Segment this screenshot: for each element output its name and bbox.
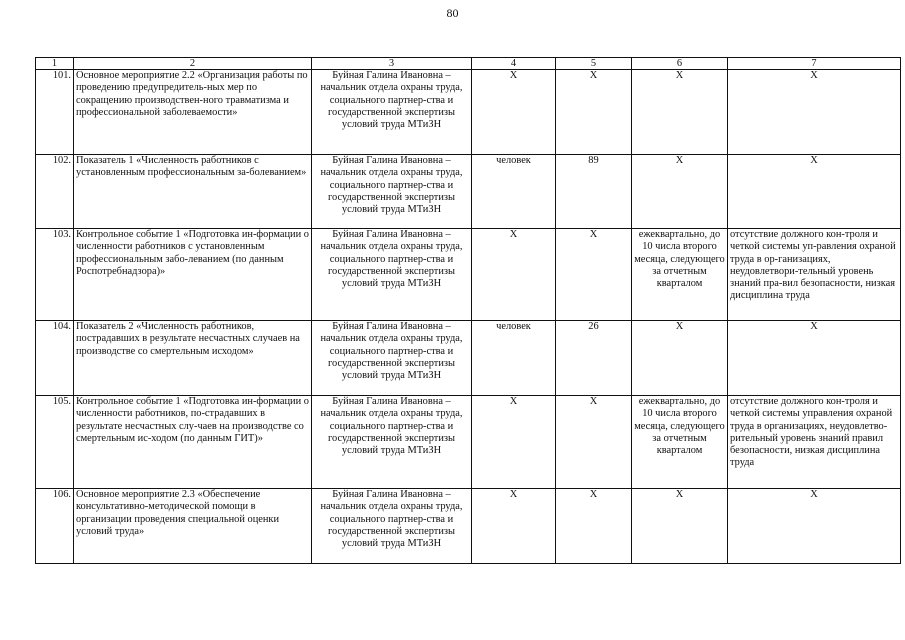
deadline-cell: ежеквартально, до 10 числа второго месяца, следующего за отчетным кварталом	[632, 229, 728, 321]
row-number: 104.	[36, 321, 74, 396]
deadline-cell: Х	[632, 70, 728, 155]
table-row	[36, 229, 901, 321]
row-number: 106.	[36, 489, 74, 564]
responsible-person: Буйная Галина Ивановна – начальник отдела охраны труда, социального партнер-ства и государственной экспертизы условий труда МТиЗН	[312, 155, 472, 229]
deadline-cell: Х	[632, 321, 728, 396]
responsible-person: Буйная Галина Ивановна – начальник отдела охраны труда, социального партнер-ства и государственной экспертизы условий труда МТиЗН	[312, 229, 472, 321]
column-header-3: 3	[312, 58, 472, 70]
deadline-cell: ежеквартально, до 10 числа второго месяца, следующего за отчетным кварталом	[632, 396, 728, 489]
unit-cell: Х	[472, 229, 556, 321]
risk-cell: Х	[728, 70, 901, 155]
value-cell: 26	[556, 321, 632, 396]
event-name: Показатель 2 «Численность работников, пострадавших в результате несчастных случаев на производстве со смертельным исходом»	[74, 321, 312, 396]
row-number: 105.	[36, 396, 74, 489]
unit-cell: Х	[472, 489, 556, 564]
value-cell: 89	[556, 155, 632, 229]
table-row	[36, 70, 901, 155]
event-name: Основное мероприятие 2.2 «Организация работы по проведению предупредитель-ных мер по сокращению производствен-ного травматизма и профессиональной заболеваемости»	[74, 70, 312, 155]
row-number: 103.	[36, 229, 74, 321]
event-name: Показатель 1 «Численность работников с установленным профессиональным за-болеванием»	[74, 155, 312, 229]
column-header-1: 1	[36, 58, 74, 70]
unit-cell: Х	[472, 70, 556, 155]
deadline-cell: Х	[632, 489, 728, 564]
risk-cell: отсутствие должного кон-троля и четкой системы управления охраной труда в организациях, неудовлетво-рительный уровень знаний правил безопасности, низкая дисциплина труда	[728, 396, 901, 489]
header-row	[36, 58, 901, 70]
table-row	[36, 155, 901, 229]
responsible-person: Буйная Галина Ивановна – начальник отдела охраны труда, социального партнер-ства и государственной экспертизы условий труда МТиЗН	[312, 70, 472, 155]
responsible-person: Буйная Галина Ивановна – начальник отдела охраны труда, социального партнер-ства и государственной экспертизы условий труда МТиЗН	[312, 489, 472, 564]
row-number: 102.	[36, 155, 74, 229]
responsible-person: Буйная Галина Ивановна – начальник отдела охраны труда, социального партнер-ства и государственной экспертизы условий труда МТиЗН	[312, 321, 472, 396]
event-name: Контрольное событие 1 «Подготовка ин-формации о численности работников, по-страдавших в результате несчастных слу-чаев на производстве со смертельным ис-ходом (по данным ГИТ)»	[74, 396, 312, 489]
risk-cell: Х	[728, 489, 901, 564]
page-number: 80	[446, 6, 459, 20]
measures-table	[35, 57, 901, 564]
value-cell: Х	[556, 489, 632, 564]
risk-cell: отсутствие должного кон-троля и четкой системы уп-равления охраной труда в ор-ганизациях, неудовлетвори-тельный уровень знаний пра-вил безопасности, низкая дисциплина труда	[728, 229, 901, 321]
table-row	[36, 321, 901, 396]
column-header-2: 2	[74, 58, 312, 70]
table-row	[36, 489, 901, 564]
unit-cell: человек	[472, 321, 556, 396]
row-number: 101.	[36, 70, 74, 155]
table-row	[36, 396, 901, 489]
column-header-7: 7	[728, 58, 901, 70]
risk-cell: Х	[728, 321, 901, 396]
unit-cell: человек	[472, 155, 556, 229]
value-cell: Х	[556, 70, 632, 155]
value-cell: Х	[556, 229, 632, 321]
column-header-4: 4	[472, 58, 556, 70]
risk-cell: Х	[728, 155, 901, 229]
event-name: Контрольное событие 1 «Подготовка ин-формации о численности работников с установленным профессиональным забо-леванием (по данным Роспотребнадзора)»	[74, 229, 312, 321]
value-cell: Х	[556, 396, 632, 489]
responsible-person: Буйная Галина Ивановна – начальник отдела охраны труда, социального партнер-ства и государственной экспертизы условий труда МТиЗН	[312, 396, 472, 489]
event-name: Основное мероприятие 2.3 «Обеспечение консультативно-методической помощи в организации проведения специальной оценки условий труда»	[74, 489, 312, 564]
unit-cell: Х	[472, 396, 556, 489]
column-header-5: 5	[556, 58, 632, 70]
deadline-cell: Х	[632, 155, 728, 229]
column-header-6: 6	[632, 58, 728, 70]
